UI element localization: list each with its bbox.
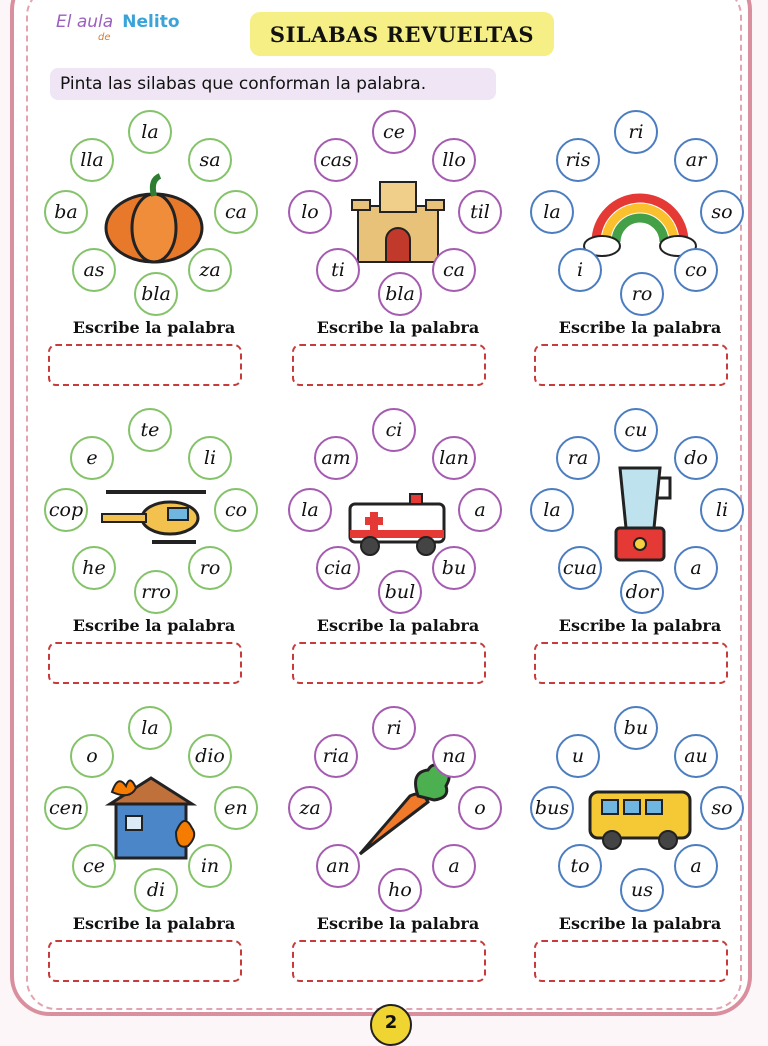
syllable-bubble[interactable]: a bbox=[432, 844, 476, 888]
exercise-cell bbox=[288, 108, 508, 408]
syllable-bubble[interactable]: ri bbox=[614, 110, 658, 154]
syllable-bubble[interactable]: an bbox=[316, 844, 360, 888]
syllable-bubble[interactable]: lo bbox=[288, 190, 332, 234]
syllable-bubble[interactable]: za bbox=[288, 786, 332, 830]
syllable-bubble[interactable]: u bbox=[556, 734, 600, 778]
exercise-cell bbox=[530, 108, 750, 408]
syllable-bubble[interactable]: bla bbox=[378, 272, 422, 316]
bus-icon bbox=[582, 762, 698, 862]
syllable-bubble[interactable]: bu bbox=[432, 546, 476, 590]
syllable-bubble[interactable]: a bbox=[674, 546, 718, 590]
syllable-bubble[interactable]: am bbox=[314, 436, 358, 480]
exercise-cell bbox=[44, 704, 264, 1004]
castle-icon bbox=[340, 166, 456, 266]
syllable-bubble[interactable]: cas bbox=[314, 138, 358, 182]
syllable-bubble[interactable]: la bbox=[530, 190, 574, 234]
rainbow-icon bbox=[582, 166, 698, 266]
exercise-cell bbox=[44, 108, 264, 408]
syllable-bubble[interactable]: ti bbox=[316, 248, 360, 292]
answer-box[interactable] bbox=[534, 940, 728, 982]
ambulance-icon bbox=[340, 464, 456, 564]
syllable-bubble[interactable]: ri bbox=[372, 706, 416, 750]
answer-box[interactable] bbox=[292, 940, 486, 982]
write-word-prompt: Escribe la palabra bbox=[558, 318, 722, 337]
syllable-bubble[interactable]: di bbox=[134, 868, 178, 912]
syllable-bubble[interactable]: us bbox=[620, 868, 664, 912]
write-word-prompt: Escribe la palabra bbox=[72, 914, 236, 933]
syllable-bubble[interactable]: cop bbox=[44, 488, 88, 532]
syllable-bubble[interactable]: sa bbox=[188, 138, 232, 182]
syllable-bubble[interactable]: ria bbox=[314, 734, 358, 778]
syllable-bubble[interactable]: ce bbox=[372, 110, 416, 154]
logo-small: de bbox=[98, 32, 111, 43]
syllable-bubble[interactable]: bu bbox=[614, 706, 658, 750]
logo-line1: El aula bbox=[56, 12, 114, 32]
brand-logo bbox=[56, 12, 180, 43]
syllable-bubble[interactable]: dio bbox=[188, 734, 232, 778]
syllable-bubble[interactable]: ar bbox=[674, 138, 718, 182]
write-word-prompt: Escribe la palabra bbox=[558, 914, 722, 933]
syllable-bubble[interactable]: ca bbox=[432, 248, 476, 292]
syllable-bubble[interactable]: as bbox=[72, 248, 116, 292]
syllable-bubble[interactable]: he bbox=[72, 546, 116, 590]
write-word-prompt: Escribe la palabra bbox=[316, 318, 480, 337]
exercise-cell bbox=[44, 406, 264, 706]
syllable-bubble[interactable]: au bbox=[674, 734, 718, 778]
syllable-bubble[interactable]: li bbox=[188, 436, 232, 480]
syllable-bubble[interactable]: ro bbox=[188, 546, 232, 590]
syllable-bubble[interactable]: cu bbox=[614, 408, 658, 452]
exercise-cell bbox=[530, 704, 750, 1004]
syllable-bubble[interactable]: a bbox=[674, 844, 718, 888]
syllable-bubble[interactable]: la bbox=[128, 706, 172, 750]
syllable-bubble[interactable]: cia bbox=[316, 546, 360, 590]
syllable-bubble[interactable]: bus bbox=[530, 786, 574, 830]
syllable-bubble[interactable]: la bbox=[530, 488, 574, 532]
syllable-bubble[interactable]: la bbox=[288, 488, 332, 532]
page-title: SILABAS REVUELTAS bbox=[250, 12, 554, 56]
answer-box[interactable] bbox=[292, 344, 486, 386]
syllable-bubble[interactable]: co bbox=[674, 248, 718, 292]
syllable-bubble[interactable]: ra bbox=[556, 436, 600, 480]
syllable-bubble[interactable]: ho bbox=[378, 868, 422, 912]
answer-box[interactable] bbox=[48, 642, 242, 684]
write-word-prompt: Escribe la palabra bbox=[316, 914, 480, 933]
syllable-bubble[interactable]: cua bbox=[558, 546, 602, 590]
logo-line2: Nelito bbox=[122, 12, 180, 32]
syllable-bubble[interactable]: te bbox=[128, 408, 172, 452]
write-word-prompt: Escribe la palabra bbox=[72, 318, 236, 337]
instruction: Pinta las silabas que conforman la palabra. bbox=[50, 68, 496, 100]
syllable-bubble[interactable]: li bbox=[700, 488, 744, 532]
syllable-bubble[interactable]: llo bbox=[432, 138, 476, 182]
exercise-cell bbox=[288, 704, 508, 1004]
syllable-bubble[interactable]: ca bbox=[214, 190, 258, 234]
syllable-bubble[interactable]: in bbox=[188, 844, 232, 888]
blender-icon bbox=[582, 464, 698, 564]
answer-box[interactable] bbox=[534, 642, 728, 684]
answer-box[interactable] bbox=[534, 344, 728, 386]
answer-box[interactable] bbox=[292, 642, 486, 684]
pumpkin-icon bbox=[96, 166, 212, 266]
carrot-icon bbox=[340, 762, 456, 862]
helicopter-icon bbox=[96, 464, 212, 564]
syllable-bubble[interactable]: o bbox=[458, 786, 502, 830]
write-word-prompt: Escribe la palabra bbox=[316, 616, 480, 635]
syllable-bubble[interactable]: i bbox=[558, 248, 602, 292]
write-word-prompt: Escribe la palabra bbox=[72, 616, 236, 635]
page-number: 2 bbox=[370, 1004, 412, 1046]
syllable-bubble[interactable]: ci bbox=[372, 408, 416, 452]
syllable-bubble[interactable]: dor bbox=[620, 570, 664, 614]
syllable-bubble[interactable]: to bbox=[558, 844, 602, 888]
syllable-bubble[interactable]: e bbox=[70, 436, 114, 480]
syllable-bubble[interactable]: o bbox=[70, 734, 114, 778]
syllable-bubble[interactable]: la bbox=[128, 110, 172, 154]
syllable-bubble[interactable]: lla bbox=[70, 138, 114, 182]
syllable-bubble[interactable]: ris bbox=[556, 138, 600, 182]
burning-house-icon bbox=[96, 762, 212, 862]
answer-box[interactable] bbox=[48, 940, 242, 982]
write-word-prompt: Escribe la palabra bbox=[558, 616, 722, 635]
syllable-bubble[interactable]: til bbox=[458, 190, 502, 234]
syllable-bubble[interactable]: ce bbox=[72, 844, 116, 888]
syllable-bubble[interactable]: do bbox=[674, 436, 718, 480]
syllable-bubble[interactable]: ba bbox=[44, 190, 88, 234]
syllable-bubble[interactable]: ro bbox=[620, 272, 664, 316]
syllable-bubble[interactable]: cen bbox=[44, 786, 88, 830]
syllable-bubble[interactable]: so bbox=[700, 786, 744, 830]
syllable-bubble[interactable]: za bbox=[188, 248, 232, 292]
syllable-bubble[interactable]: bla bbox=[134, 272, 178, 316]
exercise-cell bbox=[288, 406, 508, 706]
syllable-bubble[interactable]: so bbox=[700, 190, 744, 234]
answer-box[interactable] bbox=[48, 344, 242, 386]
syllable-bubble[interactable]: rro bbox=[134, 570, 178, 614]
syllable-bubble[interactable]: bul bbox=[378, 570, 422, 614]
syllable-bubble[interactable]: na bbox=[432, 734, 476, 778]
syllable-bubble[interactable]: lan bbox=[432, 436, 476, 480]
syllable-bubble[interactable]: en bbox=[214, 786, 258, 830]
syllable-bubble[interactable]: a bbox=[458, 488, 502, 532]
syllable-bubble[interactable]: co bbox=[214, 488, 258, 532]
exercise-cell bbox=[530, 406, 750, 706]
